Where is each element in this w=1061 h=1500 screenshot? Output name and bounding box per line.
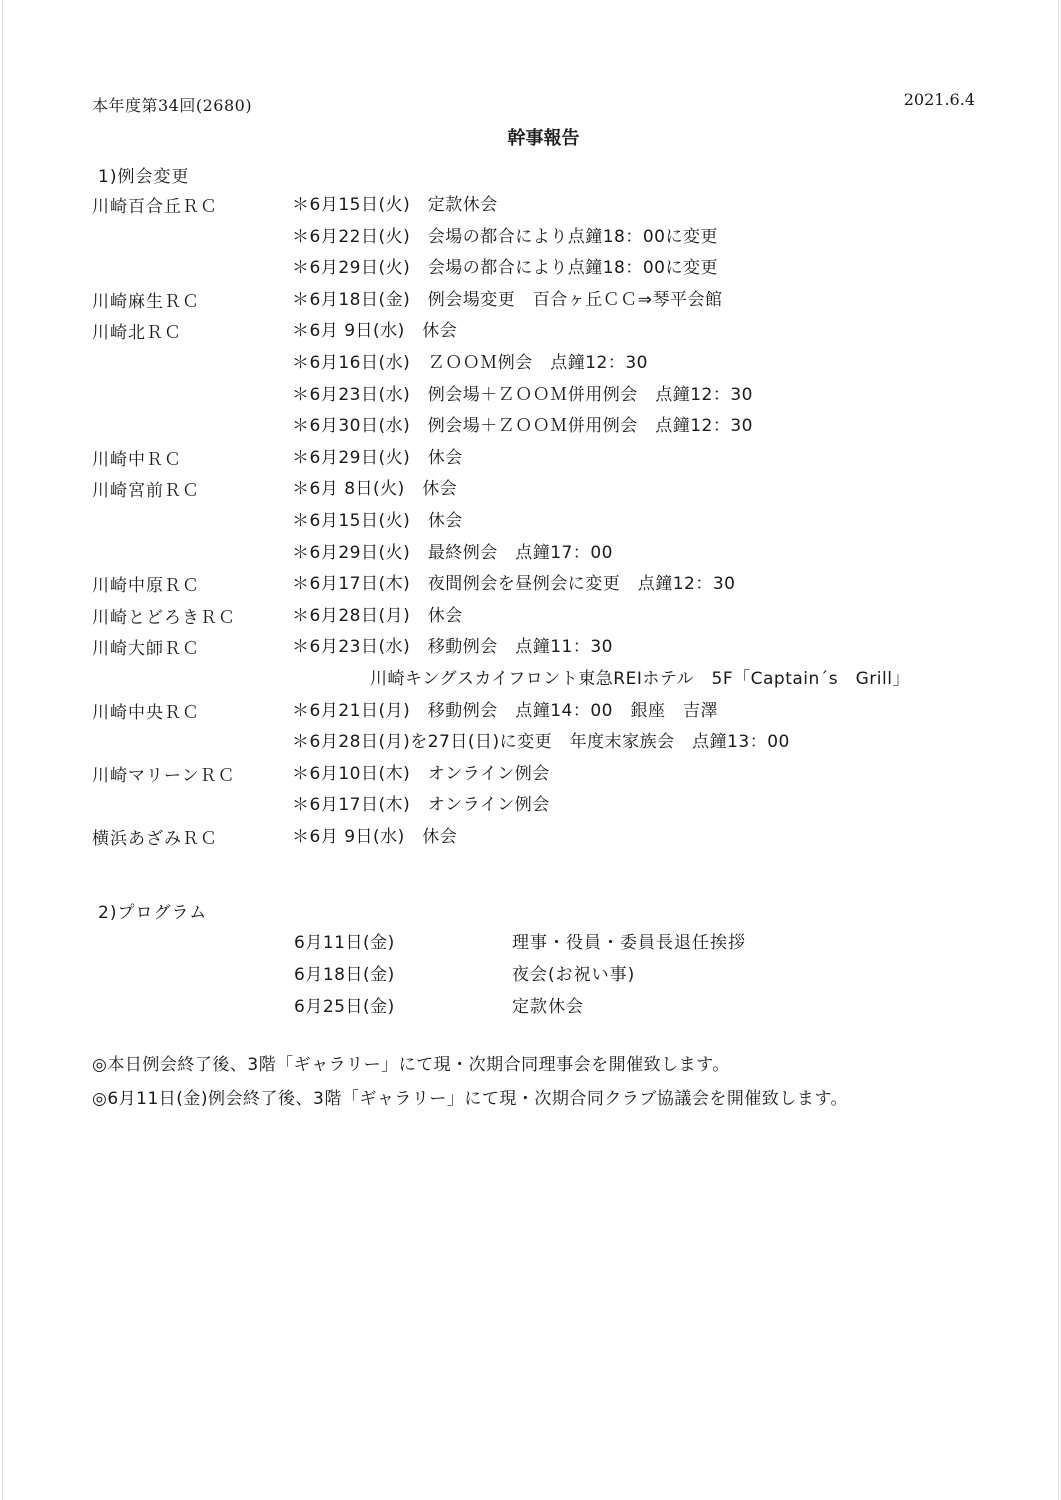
change-entry: ＊6月29日(火) 休会 [292, 447, 463, 468]
change-entry: ＊6月 8日(火) 休会 [292, 479, 458, 500]
change-entry: ＊6月17日(木) オンライン例会 [292, 795, 550, 816]
change-row [92, 251, 992, 283]
change-entry: ＊6月17日(木) 夜間例会を昼例会に変更 点鐘12：30 [292, 574, 736, 595]
change-entry: ＊6月21日(月) 移動例会 点鐘14：00 銀座 吉澤 [292, 700, 718, 721]
change-entry: ＊6月16日(水) ＺＯＯＭ例会 点鐘12：30 [292, 352, 648, 373]
club-name: 川崎中原ＲＣ [92, 576, 200, 597]
change-entry: ＊6月18日(金) 例会場変更 百合ヶ丘ＣＣ⇒琴平会館 [292, 289, 723, 310]
change-row [92, 694, 992, 726]
change-row [92, 757, 992, 789]
change-row [92, 536, 992, 568]
change-entry: ＊6月23日(水) 例会場＋ＺＯＯＭ併用例会 点鐘12：30 [292, 384, 753, 405]
note-item: ◎本日例会終了後、3階「ギャラリー」にて現・次期合同理事会を開催致します。 [92, 1055, 730, 1075]
club-name: 川崎百合丘ＲＣ [92, 197, 218, 217]
change-row [92, 283, 992, 315]
note-item: ◎6月11日(金)例会終了後、3階「ギャラリー」にて現・次期合同クラブ協議会を開催致します。 [92, 1089, 849, 1109]
change-row [92, 378, 992, 410]
change-row [92, 314, 992, 346]
club-name: 川崎北ＲＣ [92, 323, 182, 344]
change-row [92, 820, 992, 852]
meeting-changes-list [92, 188, 992, 851]
change-entry: ＊6月10日(木) オンライン例会 [292, 763, 550, 784]
change-entry: ＊6月30日(水) 例会場＋ＺＯＯＭ併用例会 点鐘12：30 [292, 416, 753, 437]
document-date: 2021.6.4 [903, 90, 975, 109]
change-entry: ＊6月28日(月)を27日(日)に変更 年度末家族会 点鐘13：00 [292, 732, 790, 753]
club-name: 川崎大師ＲＣ [92, 639, 200, 660]
change-row [92, 567, 992, 599]
change-row [92, 220, 992, 252]
program-date: 6月18日(金) [294, 965, 395, 985]
change-entry: ＊6月28日(月) 休会 [292, 605, 463, 626]
program-description: 定款休会 [512, 997, 584, 1017]
program-date: 6月25日(金) [294, 997, 395, 1017]
club-name: 横浜あざみＲＣ [92, 828, 218, 849]
program-description: 夜会(お祝い事) [512, 965, 636, 985]
club-name: 川崎中央ＲＣ [92, 702, 200, 723]
change-row [92, 662, 992, 694]
scan-edge-line [2, 0, 3, 1500]
change-row [92, 725, 992, 757]
change-row [92, 409, 992, 441]
change-row [92, 599, 992, 631]
change-row [92, 472, 992, 504]
change-entry: ＊6月22日(火) 会場の都合により点鐘18：00に変更 [292, 226, 718, 247]
club-name: 川崎宮前ＲＣ [92, 481, 200, 502]
document-title: 幹事報告 [507, 128, 580, 149]
change-row [92, 630, 992, 662]
change-entry: ＊6月23日(水) 移動例会 点鐘11：30 [292, 637, 613, 658]
meeting-reference: 本年度第34回(2680) [92, 96, 253, 115]
change-entry: ＊6月15日(火) 定款休会 [292, 195, 498, 215]
section-heading-meeting-changes: 1)例会変更 [98, 167, 190, 187]
change-entry: 川崎キングスカイフロント東急REIホテル 5F「Captain´s Grill」 [370, 668, 910, 689]
section-heading-program: 2)プログラム [98, 903, 208, 923]
club-name: 川崎とどろきＲＣ [92, 607, 236, 628]
program-date: 6月11日(金) [294, 933, 395, 953]
club-name: 川崎中ＲＣ [92, 449, 182, 470]
notes-list [92, 1050, 848, 1118]
club-name: 川崎マリーンＲＣ [92, 765, 236, 786]
change-row [92, 788, 992, 820]
change-entry: ＊6月15日(火) 休会 [292, 510, 463, 531]
change-row [92, 441, 992, 473]
change-entry: ＊6月 9日(水) 休会 [292, 826, 458, 847]
change-entry: ＊6月29日(火) 最終例会 点鐘17：00 [292, 542, 613, 563]
program-description: 理事・役員・委員長退任挨拶 [512, 933, 746, 953]
change-row [92, 188, 992, 220]
club-name: 川崎麻生ＲＣ [92, 291, 200, 312]
change-entry: ＊6月 9日(水) 休会 [292, 321, 458, 342]
change-entry: ＊6月29日(火) 会場の都合により点鐘18：00に変更 [292, 258, 718, 279]
change-row [92, 346, 992, 378]
change-row [92, 504, 992, 536]
scan-edge-line [1058, 0, 1059, 1500]
